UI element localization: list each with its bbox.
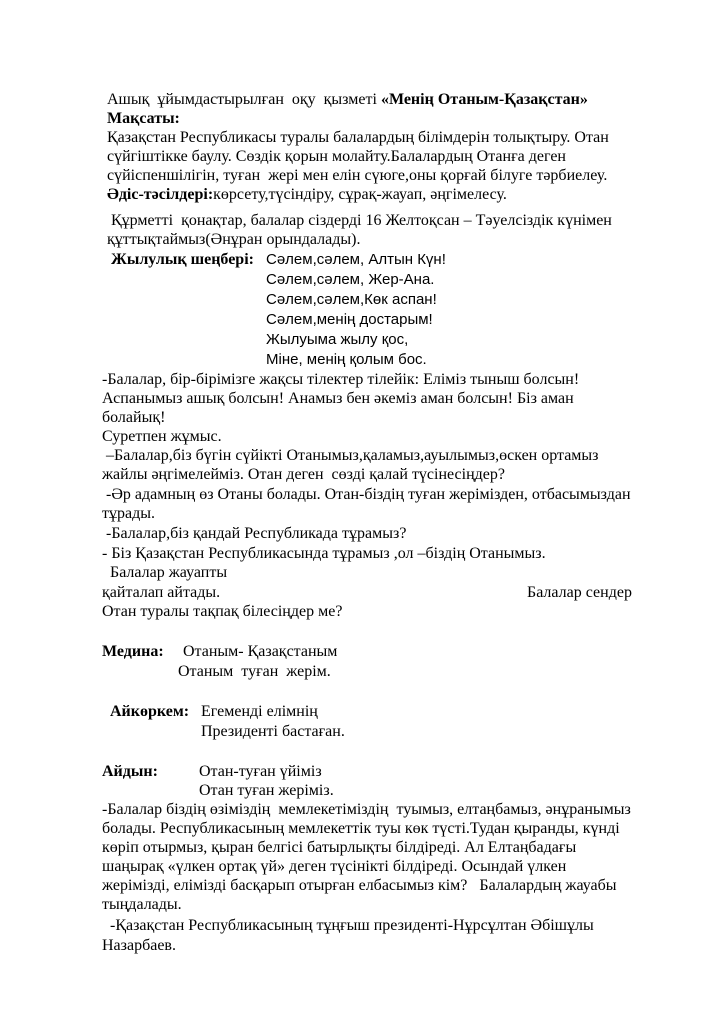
speaker-name: Медина:: [102, 643, 164, 660]
repeat-left: қайталап айтады.: [102, 584, 221, 601]
title-topic: «Менің Отаным-Қазақстан»: [380, 91, 588, 108]
body-line: -Балалар,біз қандай Республикада тұрамыз?: [102, 525, 407, 542]
poem-line: Отан-туған үйіміз: [199, 763, 322, 780]
body-line: -Қазақстан Республикасының тұңғыш президенті-Нұрсұлтан Әбішұлы: [102, 917, 594, 934]
greeting-line: Құрметті қонақтар, балалар сіздерді 16 Желтоқсан – Тәуелсіздік күнімен: [107, 212, 612, 229]
body-line: шаңырақ «үлкен ортақ үй» деген түсінікті білдіреді. Осындай үлкен: [102, 858, 567, 875]
body-line: жайлы әңгімелейміз. Отан деген сөзді қалай түсінесіңдер?: [102, 466, 505, 483]
body-line: Суретпен жұмыс.: [102, 428, 222, 445]
question-line: Отан туралы тақпақ білесіңдер ме?: [102, 603, 343, 620]
speaker-name: Айдын:: [102, 763, 158, 780]
body-line: -Балалар, бір-бірімізге жақсы тілектер тілейік: Еліміз тыныш болсын!: [102, 371, 580, 388]
poem-line: Отан туған жеріміз.: [199, 782, 334, 799]
title-prefix: Ашық ұйымдастырылған оқу қызметі: [107, 91, 381, 108]
goals-line: Қазақстан Республикасы туралы балалардың білімдерін толықтыру. Отан: [107, 129, 609, 146]
body-line: -Балалар біздің өзіміздің мемлекетіміздің туымыз, елтаңбамыз, әнұранымыз: [102, 801, 631, 818]
poem-line: Президенті бастаған.: [201, 723, 345, 740]
circle-line: Сәлем,менің достарым!: [266, 311, 433, 328]
poem-line: Егеменді елімнің: [201, 703, 318, 720]
poem-line: Отаным туған жерім.: [178, 663, 331, 680]
body-line: Балалар жауапты: [102, 564, 228, 581]
body-line: тұрады.: [102, 505, 155, 522]
body-line: Аспанымыз ашық болсын! Анамыз бен әкеміз аман болсын! Біз аман: [102, 390, 574, 407]
body-line: болайық!: [102, 409, 166, 426]
body-line: -Әр адамның өз Отаны болады. Отан-біздің туған жерімізден, отбасымыздан: [102, 486, 631, 503]
methods-heading: Әдіс-тәсілдері:: [107, 186, 214, 203]
circle-heading: Жылулық шеңбері:: [107, 251, 254, 268]
body-line: - Біз Қазақстан Республикасында тұрамыз ,ол –біздің Отанымыз.: [102, 545, 546, 562]
greeting-line: құттықтаймыз(Әнұран орындалады).: [107, 231, 361, 248]
poem-line: Отаным- Қазақстаным: [183, 643, 338, 660]
body-line: жерімізді, елімізді басқарып отырған елбасымыз кім? Балалардың жауабы: [102, 877, 617, 894]
body-line: тыңдалады.: [102, 896, 182, 913]
body-line: Назарбаев.: [102, 937, 176, 954]
methods-text: көрсету,түсіндіру, сұрақ-жауап, әңгімелесу.: [213, 186, 507, 203]
repeat-right: Балалар сендер: [527, 584, 632, 601]
circle-line: Міне, менің қолым бос.: [266, 351, 427, 368]
goals-line: сүйгіштікке баулу. Сөздік қорын молайту.Балалардың Отанға деген: [107, 148, 566, 165]
body-line: көріп отырмыз, қыран белгісі батырлықты білдіреді. Ал Елтаңбадағы: [102, 839, 577, 856]
body-line: –Балалар,біз бүгін сүйікті Отанымыз,қаламыз,ауылымыз,өскен ортамыз: [102, 447, 599, 464]
circle-line: Сәлем,сәлем, Жер-Ана.: [266, 271, 435, 288]
goals-heading: Мақсаты:: [107, 110, 180, 127]
circle-line: Жылуыма жылу қос,: [266, 331, 409, 348]
speaker-name: Айкөркем:: [110, 703, 190, 720]
body-line: болады. Республикасының мемлекеттік туы көк түсті.Тудан қыранды, күнді: [102, 820, 620, 837]
goals-line: сүйіспеншілігін, туған жері мен елін сүюге,оны қорғай білуге тәрбиелеу.: [107, 167, 608, 184]
methods-line: [107, 185, 507, 204]
lesson-title: [107, 90, 588, 109]
circle-line: Сәлем,сәлем,Көк аспан!: [266, 291, 437, 308]
circle-line: Сәлем,сәлем, Алтын Күн!: [266, 251, 446, 268]
